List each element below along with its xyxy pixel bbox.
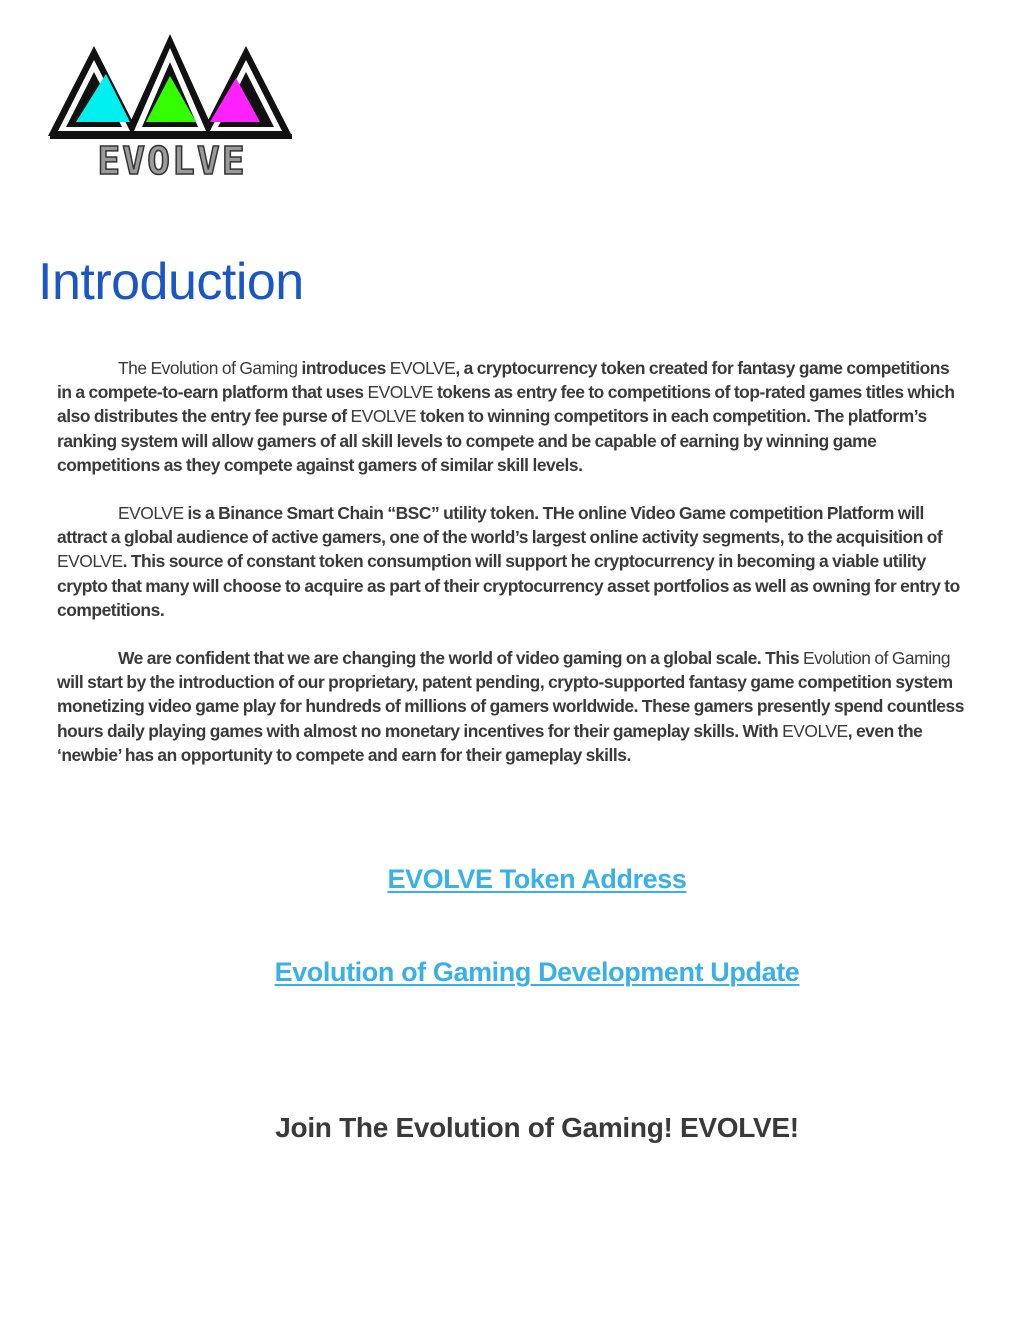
p2-segment: is a Binance Smart Chain “BSC” utility token. THe online Video Game competition Platform will attract a global audience of active gamers, one of the world’s largest online activity segments, to the acquisition of <box>57 503 943 548</box>
token-address-link[interactable]: EVOLVE Token Address <box>387 864 687 894</box>
p2-segment: EVOLVE <box>57 551 123 572</box>
p3-segment: EVOLVE <box>782 720 848 741</box>
p2-segment: EVOLVE <box>118 503 184 524</box>
p3-segment: , even the ‘newbie’ has an opportunity to compete and earn for their gameplay skills. <box>57 720 923 765</box>
p3-segment: will start by the introduction of our proprietary, patent pending, crypto-supported fantasy game competition system monetizing video game play for hundreds of millions of gamers worldwide. These gamers presently spend countless hours daily playing games with almost no monetary incentives for their gameplay skills. With <box>57 672 964 741</box>
intro-paragraph-1 <box>57 356 967 477</box>
p1-segment: The Evolution of Gaming <box>118 358 302 378</box>
development-update-link[interactable]: Evolution of Gaming Development Update <box>274 957 800 987</box>
p1-segment: introduces <box>301 358 390 378</box>
p1-segment: EVOLVE <box>389 358 456 378</box>
p1-segment: EVOLVE <box>350 406 417 427</box>
evolve-logo <box>46 32 298 182</box>
evolve-logo-graphic <box>46 32 298 182</box>
closing-tagline: Join The Evolution of Gaming! EVOLVE! <box>275 1112 799 1143</box>
p1-segment: , a cryptocurrency token created for fantasy game competitions in a compete-to-earn platform that uses <box>57 358 950 403</box>
p1-segment: EVOLVE <box>367 382 434 403</box>
p1-segment: token to winning competitors in each competition. The platform’s ranking system will allow gamers of all skill levels to compete and be capable of earning by winning game competitions as they compete against gamers of similar skill levels. <box>57 406 927 475</box>
p2-segment: . This source of constant token consumption will support he cryptocurrency in becoming a viable utility crypto that many will choose to acquire as part of their cryptocurrency asset portfolios as well as owning for entry to competitions. <box>57 551 960 620</box>
development-update-row <box>0 957 1024 988</box>
intro-paragraph-2 <box>57 501 967 622</box>
logo-wordmark: EVOLVE <box>97 139 247 182</box>
intro-body <box>57 356 967 791</box>
token-address-row <box>0 864 1024 895</box>
p3-segment: We are confident that we are changing the world of video gaming on a global scale. This <box>118 648 803 669</box>
page-title: Introduction <box>38 253 304 311</box>
intro-paragraph-3 <box>57 646 967 767</box>
p3-segment: Evolution of Gaming <box>803 648 951 669</box>
p1-segment: tokens as entry fee to competitions of top-rated games titles which also distributes the entry fee purse of <box>57 382 955 427</box>
